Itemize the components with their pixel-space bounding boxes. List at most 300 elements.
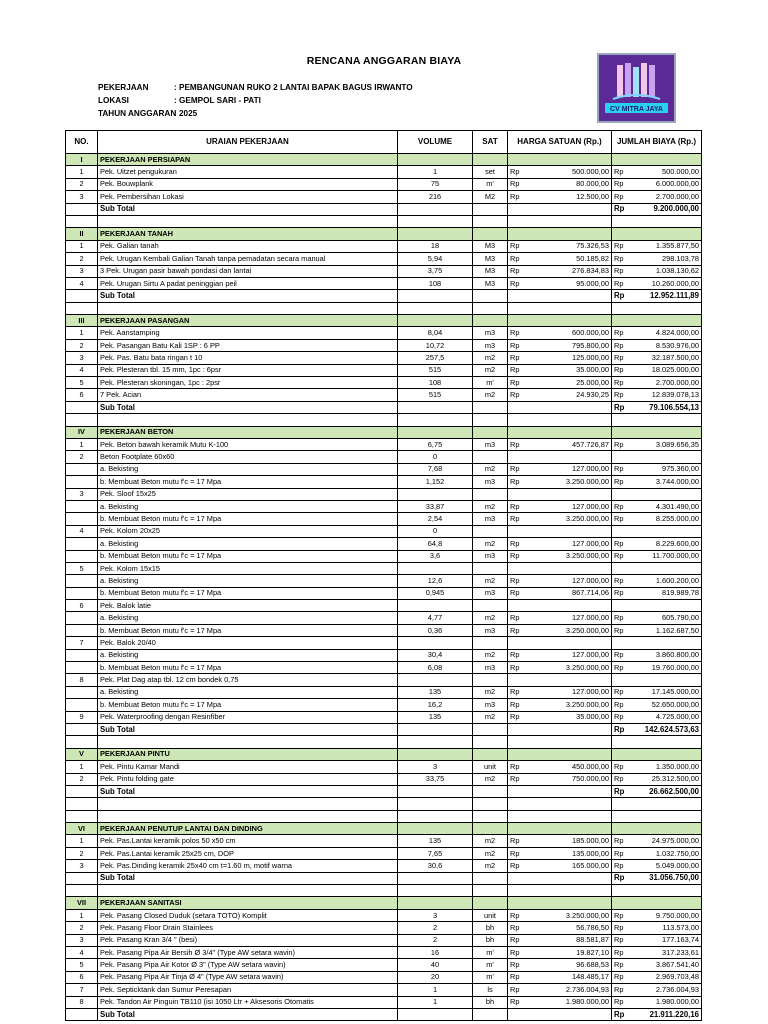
cell-uraian: Pek. Plat Dag atap tbl. 12 cm bondek 0,75 xyxy=(98,674,398,686)
cell-harga-rp xyxy=(508,488,526,500)
cell-uraian xyxy=(98,302,398,314)
cell-harga: 127.000,00 xyxy=(526,649,612,661)
cell-uraian: Pek. Galian tanah xyxy=(98,240,398,252)
cell-sat xyxy=(473,203,508,215)
cell-harga: 500.000,00 xyxy=(526,166,612,178)
cell-jumlah-rp: Rp xyxy=(612,612,630,624)
table-row xyxy=(66,253,702,265)
cell-harga: 135.000,00 xyxy=(526,847,612,859)
cell-volume: 7,68 xyxy=(398,463,473,475)
cell-jumlah-rp xyxy=(612,748,630,760)
cell-no xyxy=(66,575,98,587)
cell-jumlah-rp: Rp xyxy=(612,476,630,488)
cell-volume xyxy=(398,810,473,822)
cell-jumlah: 3.744.000,00 xyxy=(630,476,702,488)
cell-jumlah-rp: Rp xyxy=(612,550,630,562)
cell-harga-rp: Rp xyxy=(508,377,526,389)
cell-no xyxy=(66,513,98,525)
cell-jumlah-rp xyxy=(612,600,630,612)
logo-text: CV MITRA JAYA xyxy=(610,106,663,113)
cell-sat xyxy=(473,785,508,797)
cell-volume: 2 xyxy=(398,934,473,946)
subtotal-row xyxy=(66,1008,702,1020)
cell-jumlah-rp: Rp xyxy=(612,1008,630,1020)
blank-row xyxy=(66,885,702,897)
cell-jumlah-rp: Rp xyxy=(612,500,630,512)
cell-harga: 600.000,00 xyxy=(526,327,612,339)
table-row xyxy=(66,649,702,661)
cell-volume: 4,77 xyxy=(398,612,473,624)
cell-jumlah-rp xyxy=(612,315,630,327)
cell-harga-rp: Rp xyxy=(508,253,526,265)
cell-harga xyxy=(526,637,612,649)
table-row xyxy=(66,773,702,785)
cell-uraian: Sub Total xyxy=(98,203,398,215)
cell-harga-rp: Rp xyxy=(508,922,526,934)
cell-jumlah-rp: Rp xyxy=(612,984,630,996)
cell-no xyxy=(66,699,98,711)
cell-harga-rp: Rp xyxy=(508,686,526,698)
cell-harga xyxy=(526,426,612,438)
cell-volume: 5,94 xyxy=(398,253,473,265)
cell-jumlah: 1.600.200,00 xyxy=(630,575,702,587)
cell-harga: 3.250.000,00 xyxy=(526,699,612,711)
subtotal-row xyxy=(66,872,702,884)
cell-jumlah-rp: Rp xyxy=(612,513,630,525)
cell-sat xyxy=(473,736,508,748)
cell-harga: 80.000,00 xyxy=(526,178,612,190)
cell-jumlah-rp: Rp xyxy=(612,166,630,178)
cell-sat xyxy=(473,885,508,897)
document-title: RENCANA ANGGARAN BIAYA xyxy=(306,55,462,67)
cell-volume: 135 xyxy=(398,686,473,698)
cell-no: 4 xyxy=(66,947,98,959)
cell-jumlah-rp xyxy=(612,674,630,686)
cell-no xyxy=(66,401,98,413)
cell-volume xyxy=(398,228,473,240)
cell-sat xyxy=(473,562,508,574)
table-header-row xyxy=(66,131,702,154)
table-row xyxy=(66,550,702,562)
cell-jumlah-rp: Rp xyxy=(612,240,630,252)
cell-harga xyxy=(526,723,612,735)
cell-jumlah-rp: Rp xyxy=(612,686,630,698)
table-row xyxy=(66,240,702,252)
subtotal-row xyxy=(66,290,702,302)
cell-no xyxy=(66,736,98,748)
section-title: PEKERJAAN BETON xyxy=(98,426,398,438)
cell-sat: m3 xyxy=(473,513,508,525)
cell-no: 2 xyxy=(66,773,98,785)
cell-harga: 56.786,50 xyxy=(526,922,612,934)
table-row xyxy=(66,835,702,847)
cell-no: 4 xyxy=(66,525,98,537)
cell-harga-rp xyxy=(508,798,526,810)
cell-jumlah: 9.750.000,00 xyxy=(630,909,702,921)
cell-uraian: Pek. Pas.Lantai keramik polos 50 x50 cm xyxy=(98,835,398,847)
cell-jumlah-rp: Rp xyxy=(612,339,630,351)
cell-uraian: a. Bekisting xyxy=(98,649,398,661)
cell-volume xyxy=(398,203,473,215)
subtotal-value: 79.106.554,13 xyxy=(630,401,702,413)
cell-harga-rp: Rp xyxy=(508,191,526,203)
cell-jumlah-rp: Rp xyxy=(612,364,630,376)
cell-volume xyxy=(398,488,473,500)
cell-uraian: Pek. Sloof 15x25 xyxy=(98,488,398,500)
cell-no xyxy=(66,649,98,661)
cell-jumlah: 177.163,74 xyxy=(630,934,702,946)
table-row xyxy=(66,265,702,277)
cell-harga-rp: Rp xyxy=(508,550,526,562)
cell-volume: 33,87 xyxy=(398,500,473,512)
cell-uraian: 3 Pek. Urugan pasir bawah pondasi dan lantai xyxy=(98,265,398,277)
cell-sat: bh xyxy=(473,922,508,934)
table-row xyxy=(66,451,702,463)
cell-jumlah-rp: Rp xyxy=(612,761,630,773)
cell-volume: 12,6 xyxy=(398,575,473,587)
cell-sat: m3 xyxy=(473,587,508,599)
cell-jumlah: 975.360,00 xyxy=(630,463,702,475)
cell-sat: m2 xyxy=(473,612,508,624)
cell-uraian: b. Membuat Beton mutu f'c = 17 Mpa xyxy=(98,587,398,599)
cell-no: 1 xyxy=(66,240,98,252)
cell-harga: 3.250.000,00 xyxy=(526,476,612,488)
cell-jumlah: 1.162.687,50 xyxy=(630,624,702,636)
table-row xyxy=(66,438,702,450)
cell-jumlah-rp xyxy=(612,810,630,822)
cell-harga-rp: Rp xyxy=(508,476,526,488)
cell-harga-rp: Rp xyxy=(508,847,526,859)
cell-jumlah-rp: Rp xyxy=(612,575,630,587)
table-row xyxy=(66,488,702,500)
cell-sat xyxy=(473,290,508,302)
cell-no xyxy=(66,550,98,562)
cell-sat: unit xyxy=(473,909,508,921)
table-row xyxy=(66,711,702,723)
cell-harga-rp: Rp xyxy=(508,327,526,339)
cell-uraian: Pek. Pas. Batu bata ringan t 10 xyxy=(98,352,398,364)
cell-harga xyxy=(526,872,612,884)
table-row xyxy=(66,463,702,475)
cell-harga-rp xyxy=(508,302,526,314)
cell-jumlah: 10.260.000,00 xyxy=(630,277,702,289)
cell-sat: m2 xyxy=(473,649,508,661)
cell-harga-rp xyxy=(508,897,526,909)
cell-harga xyxy=(526,315,612,327)
cell-uraian: Sub Total xyxy=(98,401,398,413)
cell-harga: 867.714,06 xyxy=(526,587,612,599)
cell-volume: 75 xyxy=(398,178,473,190)
cell-volume xyxy=(398,426,473,438)
cell-no: 3 xyxy=(66,191,98,203)
cell-sat: m' xyxy=(473,947,508,959)
cell-harga-rp xyxy=(508,426,526,438)
cell-uraian: Pek. Pembersihan Lokasi xyxy=(98,191,398,203)
cell-uraian: Pek. Kolom 20x25 xyxy=(98,525,398,537)
cell-sat: m2 xyxy=(473,575,508,587)
cell-volume: 30,4 xyxy=(398,649,473,661)
cell-harga xyxy=(526,798,612,810)
cell-harga xyxy=(526,525,612,537)
cell-jumlah xyxy=(630,228,702,240)
cell-uraian: Pek. Pasang Kran 3/4 " (besi) xyxy=(98,934,398,946)
table-row xyxy=(66,525,702,537)
cell-no: 9 xyxy=(66,711,98,723)
cell-jumlah: 1.355.877,50 xyxy=(630,240,702,252)
cell-volume xyxy=(398,748,473,760)
cell-harga xyxy=(526,1008,612,1020)
cell-sat: m2 xyxy=(473,352,508,364)
cell-jumlah-rp: Rp xyxy=(612,723,630,735)
cell-harga: 95.000,00 xyxy=(526,277,612,289)
cell-harga: 457.726,87 xyxy=(526,438,612,450)
cell-volume xyxy=(398,798,473,810)
cell-volume xyxy=(398,562,473,574)
cell-uraian: Pek. Urugan Sirtu A padat peninggian peil xyxy=(98,277,398,289)
cell-harga: 24.930,25 xyxy=(526,389,612,401)
cell-jumlah: 298.103,78 xyxy=(630,253,702,265)
meta-value: : 2025 xyxy=(174,109,198,118)
cell-harga-rp xyxy=(508,228,526,240)
cell-sat: m2 xyxy=(473,389,508,401)
cell-jumlah-rp: Rp xyxy=(612,438,630,450)
cell-jumlah: 11.700.000,00 xyxy=(630,550,702,562)
cell-jumlah xyxy=(630,674,702,686)
cell-harga: 148.485,17 xyxy=(526,971,612,983)
cell-uraian: a. Bekisting xyxy=(98,538,398,550)
cell-no: 3 xyxy=(66,860,98,872)
cell-volume xyxy=(398,823,473,835)
cell-sat: ls xyxy=(473,984,508,996)
cell-volume: 7,65 xyxy=(398,847,473,859)
cell-volume xyxy=(398,600,473,612)
cell-no: 3 xyxy=(66,352,98,364)
cell-harga-rp: Rp xyxy=(508,575,526,587)
cell-jumlah-rp xyxy=(612,302,630,314)
cell-uraian: Sub Total xyxy=(98,1008,398,1020)
cell-harga: 12.500,00 xyxy=(526,191,612,203)
table-row xyxy=(66,922,702,934)
cell-uraian xyxy=(98,810,398,822)
cell-no: 5 xyxy=(66,377,98,389)
section-row xyxy=(66,228,702,240)
cell-jumlah-rp: Rp xyxy=(612,538,630,550)
table-row xyxy=(66,847,702,859)
cell-harga: 3.250.000,00 xyxy=(526,550,612,562)
cell-harga-rp: Rp xyxy=(508,624,526,636)
table-row xyxy=(66,513,702,525)
cell-harga: 88.581,87 xyxy=(526,934,612,946)
cell-harga: 125.000,00 xyxy=(526,352,612,364)
cell-volume: 6,08 xyxy=(398,662,473,674)
cell-volume: 2,54 xyxy=(398,513,473,525)
table-row xyxy=(66,947,702,959)
cell-jumlah: 6.000.000,00 xyxy=(630,178,702,190)
cell-volume: 1 xyxy=(398,984,473,996)
cell-jumlah-rp xyxy=(612,637,630,649)
cell-jumlah xyxy=(630,315,702,327)
cell-jumlah-rp: Rp xyxy=(612,662,630,674)
cell-no xyxy=(66,662,98,674)
cell-sat: m2 xyxy=(473,773,508,785)
cell-jumlah xyxy=(630,488,702,500)
cell-sat: M2 xyxy=(473,191,508,203)
cell-no: I xyxy=(66,154,98,166)
cell-harga-rp: Rp xyxy=(508,649,526,661)
header-volume: VOLUME xyxy=(398,131,473,154)
cell-no: 2 xyxy=(66,178,98,190)
cell-harga xyxy=(526,600,612,612)
cell-jumlah: 1.038.130,62 xyxy=(630,265,702,277)
blank-row xyxy=(66,810,702,822)
cell-harga: 19.827,10 xyxy=(526,947,612,959)
cell-jumlah: 8.255.000,00 xyxy=(630,513,702,525)
cell-harga-rp: Rp xyxy=(508,438,526,450)
table-row xyxy=(66,166,702,178)
cell-jumlah-rp xyxy=(612,736,630,748)
cell-jumlah: 113.573,00 xyxy=(630,922,702,934)
cell-sat: m' xyxy=(473,971,508,983)
table-row xyxy=(66,996,702,1008)
subtotal-row xyxy=(66,203,702,215)
cell-uraian: a. Bekisting xyxy=(98,500,398,512)
cell-volume xyxy=(398,290,473,302)
cell-uraian: b. Membuat Beton mutu f'c = 17 Mpa xyxy=(98,550,398,562)
meta-key: PEKERJAAN xyxy=(98,83,149,92)
cell-harga: 795.800,00 xyxy=(526,339,612,351)
cell-jumlah xyxy=(630,823,702,835)
section-row xyxy=(66,315,702,327)
cell-volume xyxy=(398,736,473,748)
cell-harga-rp xyxy=(508,810,526,822)
cell-jumlah: 317.233,61 xyxy=(630,947,702,959)
cell-uraian: Sub Total xyxy=(98,785,398,797)
cell-sat: M3 xyxy=(473,253,508,265)
cell-no xyxy=(66,885,98,897)
cell-jumlah xyxy=(630,600,702,612)
cell-jumlah-rp xyxy=(612,228,630,240)
cell-uraian: Pek. Pas.Lantai keramik 25x25 cm, DOP xyxy=(98,847,398,859)
table-row xyxy=(66,476,702,488)
cell-harga: 127.000,00 xyxy=(526,463,612,475)
cell-jumlah-rp: Rp xyxy=(612,711,630,723)
cell-no: 6 xyxy=(66,389,98,401)
cell-no: 5 xyxy=(66,959,98,971)
cell-harga: 185.000,00 xyxy=(526,835,612,847)
cell-harga xyxy=(526,823,612,835)
cell-jumlah: 4.824.000,00 xyxy=(630,327,702,339)
cell-volume xyxy=(398,637,473,649)
cell-jumlah-rp xyxy=(612,451,630,463)
cell-jumlah-rp: Rp xyxy=(612,922,630,934)
cell-jumlah-rp xyxy=(612,823,630,835)
cell-no xyxy=(66,290,98,302)
table-row xyxy=(66,327,702,339)
cell-uraian: a. Bekisting xyxy=(98,463,398,475)
cell-sat: M3 xyxy=(473,277,508,289)
cell-uraian: Pek. Tandon Air Pinguin TB110 (isi 1050 Ltr + Aksesoris Otomatis xyxy=(98,996,398,1008)
cell-harga: 3.250.000,00 xyxy=(526,624,612,636)
cell-jumlah-rp: Rp xyxy=(612,352,630,364)
section-title: PEKERJAAN PINTU xyxy=(98,748,398,760)
meta-value: : PEMBANGUNAN RUKO 2 LANTAI BAPAK BAGUS IRWANTO xyxy=(174,83,413,92)
cell-uraian: Pek. Pasang Floor Drain Stainlees xyxy=(98,922,398,934)
cell-harga: 127.000,00 xyxy=(526,575,612,587)
cell-volume: 1 xyxy=(398,166,473,178)
cell-harga-rp: Rp xyxy=(508,934,526,946)
cell-jumlah xyxy=(630,798,702,810)
table-row xyxy=(66,612,702,624)
cell-sat xyxy=(473,154,508,166)
subtotal-value: 26.662.500,00 xyxy=(630,785,702,797)
cell-volume: 1,152 xyxy=(398,476,473,488)
cell-jumlah: 4.301.490,00 xyxy=(630,500,702,512)
cell-volume: 33,75 xyxy=(398,773,473,785)
cell-harga-rp: Rp xyxy=(508,699,526,711)
table-body xyxy=(66,154,702,1021)
cell-jumlah-rp: Rp xyxy=(612,265,630,277)
cell-harga-rp xyxy=(508,748,526,760)
cell-harga-rp xyxy=(508,525,526,537)
cell-jumlah-rp: Rp xyxy=(612,959,630,971)
header-harga: HARGA SATUAN (Rp.) xyxy=(508,131,612,154)
cell-harga-rp xyxy=(508,637,526,649)
cell-uraian: Pek. Balok latie xyxy=(98,600,398,612)
cell-harga xyxy=(526,302,612,314)
cell-jumlah-rp: Rp xyxy=(612,699,630,711)
cell-no xyxy=(66,612,98,624)
cell-jumlah-rp: Rp xyxy=(612,934,630,946)
header-no: NO. xyxy=(66,131,98,154)
cell-uraian: Pek. Septicktank dan Sumur Peresapan xyxy=(98,984,398,996)
cell-jumlah xyxy=(630,525,702,537)
cell-jumlah-rp: Rp xyxy=(612,253,630,265)
section-title: PEKERJAAN SANITASI xyxy=(98,897,398,909)
cell-jumlah: 32.187.500,00 xyxy=(630,352,702,364)
cell-sat: M3 xyxy=(473,265,508,277)
cell-uraian: Pek. Pasang Closed Duduk (setara TOTO) Komplit xyxy=(98,909,398,921)
cell-jumlah: 25.312.500,00 xyxy=(630,773,702,785)
cell-jumlah: 3.867.541,40 xyxy=(630,959,702,971)
company-logo xyxy=(597,53,676,123)
cell-sat: bh xyxy=(473,996,508,1008)
cell-sat: m2 xyxy=(473,686,508,698)
cell-volume: 40 xyxy=(398,959,473,971)
cell-no xyxy=(66,463,98,475)
cell-harga-rp xyxy=(508,290,526,302)
meta-key: LOKASI xyxy=(98,96,129,105)
cell-sat xyxy=(473,637,508,649)
cell-harga-rp xyxy=(508,785,526,797)
cell-uraian: a. Bekisting xyxy=(98,612,398,624)
cell-sat: m2 xyxy=(473,860,508,872)
cell-harga-rp xyxy=(508,203,526,215)
cell-harga xyxy=(526,674,612,686)
header-sat: SAT xyxy=(473,131,508,154)
cell-jumlah-rp xyxy=(612,488,630,500)
cell-volume: 2 xyxy=(398,922,473,934)
rab-table xyxy=(65,130,702,1021)
cell-jumlah-rp: Rp xyxy=(612,277,630,289)
cell-no xyxy=(66,686,98,698)
cell-harga: 2.736.004,93 xyxy=(526,984,612,996)
cell-jumlah-rp: Rp xyxy=(612,401,630,413)
cell-harga xyxy=(526,414,612,426)
cell-sat: m3 xyxy=(473,624,508,636)
cell-jumlah xyxy=(630,897,702,909)
section-row xyxy=(66,748,702,760)
cell-harga xyxy=(526,451,612,463)
